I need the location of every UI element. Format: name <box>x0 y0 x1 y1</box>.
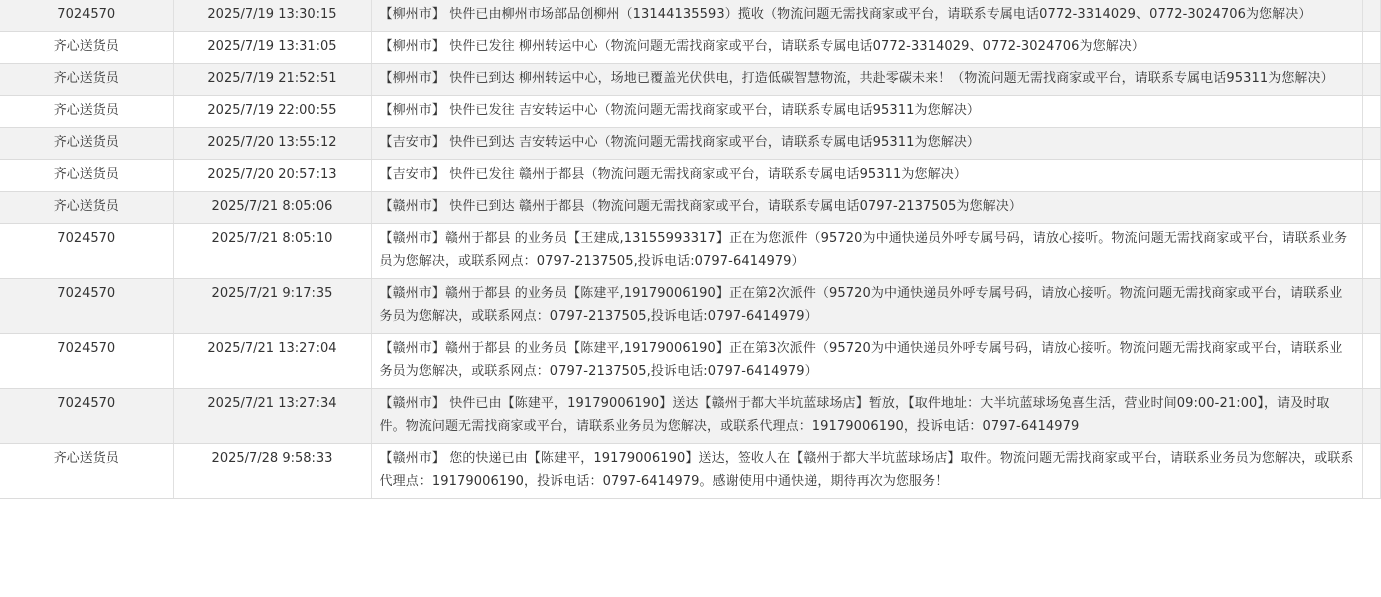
spacer-cell <box>1362 32 1380 64</box>
table-row <box>0 389 1380 444</box>
operator-cell: 7024570 <box>0 0 173 32</box>
table-row <box>0 334 1380 389</box>
time-cell: 2025/7/21 8:05:10 <box>173 224 371 279</box>
time-cell: 2025/7/19 21:52:51 <box>173 64 371 96</box>
message-cell: 【吉安市】 快件已到达 吉安转运中心（物流问题无需找商家或平台，请联系专属电话95311为您解决） <box>371 128 1362 160</box>
table-row <box>0 192 1380 224</box>
time-cell: 2025/7/19 13:31:05 <box>173 32 371 64</box>
message-cell: 【赣州市】赣州于都县 的业务员【陈建平,19179006190】正在第3次派件（95720为中通快递员外呼专属号码，请放心接听。物流问题无需找商家或平台，请联系业务员为您解决，或联系网点：0797-2137505,投诉电话:0797-6414979） <box>371 334 1362 389</box>
table-row <box>0 96 1380 128</box>
operator-cell: 齐心送货员 <box>0 192 173 224</box>
operator-cell: 齐心送货员 <box>0 128 173 160</box>
time-cell: 2025/7/19 13:30:15 <box>173 0 371 32</box>
table-row <box>0 0 1380 32</box>
spacer-cell <box>1362 0 1380 32</box>
message-cell: 【吉安市】 快件已发往 赣州于都县（物流问题无需找商家或平台，请联系专属电话95311为您解决） <box>371 160 1362 192</box>
message-cell: 【赣州市】 您的快递已由【陈建平，19179006190】送达，签收人在【赣州于都大半坑蓝球场店】取件。物流问题无需找商家或平台，请联系业务员为您解决，或联系代理点：19179006190，投诉电话：0797-6414979。感谢使用中通快递，期待再次为您服务！ <box>371 444 1362 499</box>
spacer-cell <box>1362 334 1380 389</box>
message-cell: 【赣州市】 快件已到达 赣州于都县（物流问题无需找商家或平台，请联系专属电话0797-2137505为您解决） <box>371 192 1362 224</box>
message-cell: 【赣州市】 快件已由【陈建平，19179006190】送达【赣州于都大半坑蓝球场店】暂放，【取件地址：大半坑蓝球场兔喜生活，营业时间09:00-21:00】，请及时取件。物流问题无需找商家或平台，请联系业务员为您解决，或联系代理点：19179006190，投诉电话：0797-6414979 <box>371 389 1362 444</box>
table-row <box>0 279 1380 334</box>
operator-cell: 7024570 <box>0 224 173 279</box>
operator-cell: 齐心送货员 <box>0 444 173 499</box>
operator-cell: 7024570 <box>0 334 173 389</box>
operator-cell: 7024570 <box>0 389 173 444</box>
time-cell: 2025/7/20 20:57:13 <box>173 160 371 192</box>
spacer-cell <box>1362 160 1380 192</box>
spacer-cell <box>1362 128 1380 160</box>
table-row <box>0 64 1380 96</box>
operator-cell: 7024570 <box>0 279 173 334</box>
message-cell: 【柳州市】 快件已发往 柳州转运中心（物流问题无需找商家或平台，请联系专属电话0772-3314029、0772-3024706为您解决） <box>371 32 1362 64</box>
message-cell: 【柳州市】 快件已发往 吉安转运中心（物流问题无需找商家或平台，请联系专属电话95311为您解决） <box>371 96 1362 128</box>
table-row <box>0 444 1380 499</box>
time-cell: 2025/7/28 9:58:33 <box>173 444 371 499</box>
operator-cell: 齐心送货员 <box>0 64 173 96</box>
table-row <box>0 160 1380 192</box>
message-cell: 【赣州市】赣州于都县 的业务员【陈建平,19179006190】正在第2次派件（95720为中通快递员外呼专属号码，请放心接听。物流问题无需找商家或平台，请联系业务员为您解决，或联系网点：0797-2137505,投诉电话:0797-6414979） <box>371 279 1362 334</box>
time-cell: 2025/7/21 13:27:34 <box>173 389 371 444</box>
operator-cell: 齐心送货员 <box>0 96 173 128</box>
time-cell: 2025/7/20 13:55:12 <box>173 128 371 160</box>
spacer-cell <box>1362 224 1380 279</box>
spacer-cell <box>1362 279 1380 334</box>
operator-cell: 齐心送货员 <box>0 32 173 64</box>
message-cell: 【柳州市】 快件已由柳州市场部品创柳州（13144135593）揽收（物流问题无需找商家或平台，请联系专属电话0772-3314029、0772-3024706为您解决） <box>371 0 1362 32</box>
time-cell: 2025/7/19 22:00:55 <box>173 96 371 128</box>
message-cell: 【柳州市】 快件已到达 柳州转运中心，场地已覆盖光伏供电，打造低碳智慧物流，共赴零碳未来！（物流问题无需找商家或平台，请联系专属电话95311为您解决） <box>371 64 1362 96</box>
operator-cell: 齐心送货员 <box>0 160 173 192</box>
spacer-cell <box>1362 192 1380 224</box>
time-cell: 2025/7/21 13:27:04 <box>173 334 371 389</box>
message-cell: 【赣州市】赣州于都县 的业务员【王建成,13155993317】正在为您派件（95720为中通快递员外呼专属号码，请放心接听。物流问题无需找商家或平台，请联系业务员为您解决，或联系网点：0797-2137505,投诉电话:0797-6414979） <box>371 224 1362 279</box>
table-row <box>0 128 1380 160</box>
spacer-cell <box>1362 64 1380 96</box>
time-cell: 2025/7/21 9:17:35 <box>173 279 371 334</box>
spacer-cell <box>1362 389 1380 444</box>
table-row <box>0 32 1380 64</box>
spacer-cell <box>1362 444 1380 499</box>
table-row <box>0 224 1380 279</box>
spacer-cell <box>1362 96 1380 128</box>
time-cell: 2025/7/21 8:05:06 <box>173 192 371 224</box>
